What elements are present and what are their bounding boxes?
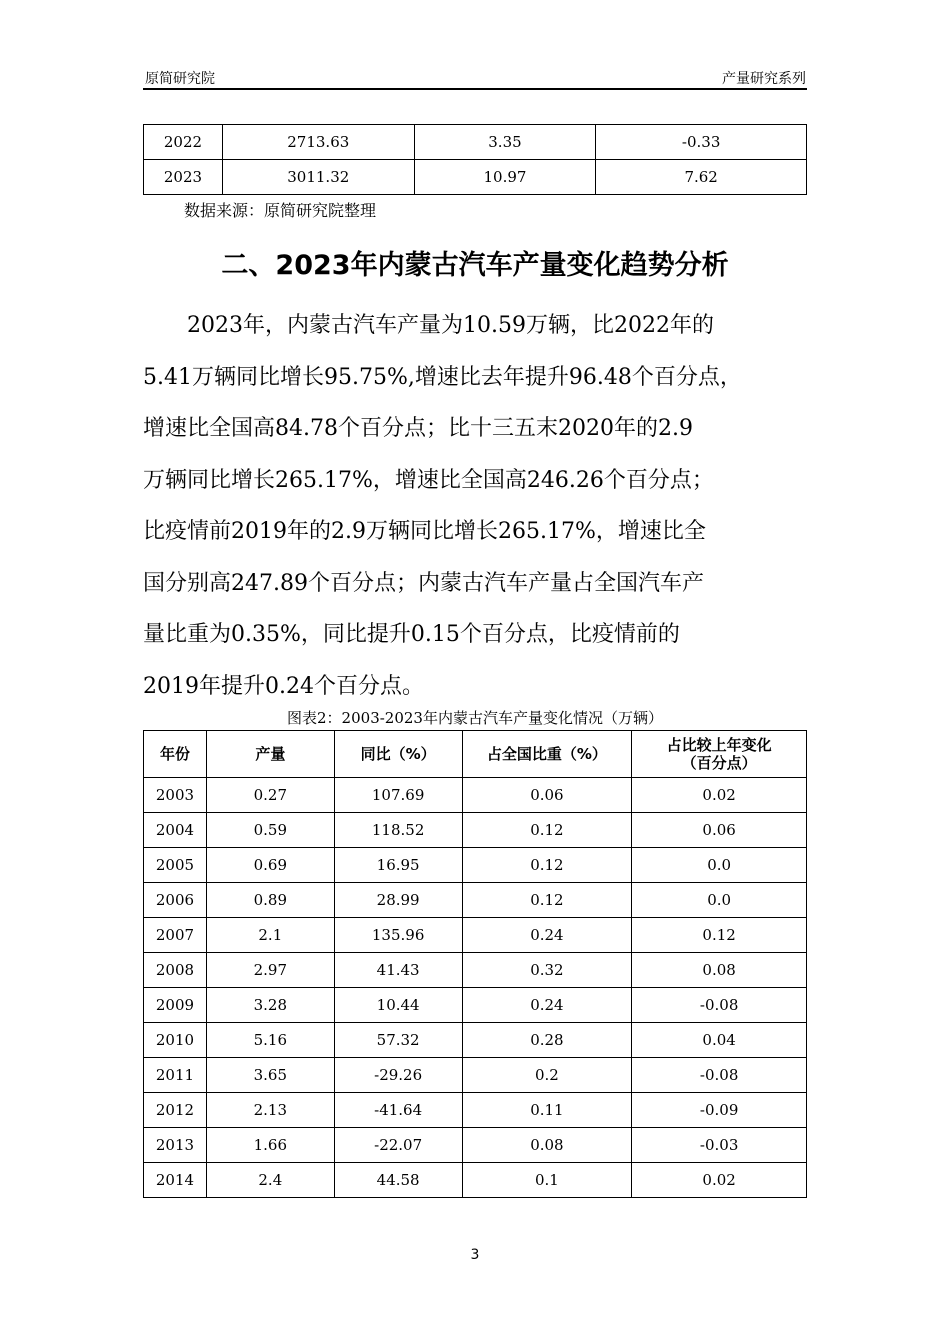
table-cell: 135.96 (334, 918, 462, 953)
table-cell: 2013 (144, 1128, 207, 1163)
table-cell: 2.97 (206, 953, 334, 988)
table-cell: 3.35 (414, 125, 596, 160)
paragraph-line: 5.41万辆同比增长95.75%,增速比去年提升96.48个百分点， (143, 364, 742, 390)
header-share: 占全国比重（%） (462, 731, 632, 778)
table-cell: 2713.63 (222, 125, 414, 160)
table-cell: 0.27 (206, 778, 334, 813)
paragraph-line: 增速比全国高84.78个百分点；比十三五末2020年的2.9 (143, 416, 693, 441)
table-cell: 2.1 (206, 918, 334, 953)
table-cell: 0.08 (462, 1128, 632, 1163)
section-title: 二、2023年内蒙古汽车产量变化趋势分析 (221, 250, 729, 281)
table-cell: -0.08 (632, 988, 807, 1023)
table-cell: 2009 (144, 988, 207, 1023)
table-cell: -0.03 (632, 1128, 807, 1163)
table-cell: 0.2 (462, 1058, 632, 1093)
header-share-change-line1: 占比较上年变化 (666, 736, 772, 754)
header-org-name: 原简研究院 (145, 71, 215, 87)
table-cell: 2007 (144, 918, 207, 953)
table-cell: 7.62 (596, 160, 807, 195)
table-cell: 2.13 (206, 1093, 334, 1128)
table-cell: 107.69 (334, 778, 462, 813)
table-cell: 0.24 (462, 918, 632, 953)
table-row (144, 918, 807, 953)
table-cell: 0.08 (632, 953, 807, 988)
table-cell: 0.12 (462, 848, 632, 883)
table-cell: 0.0 (632, 848, 807, 883)
table-cell: 0.0 (632, 883, 807, 918)
table-cell: -29.26 (334, 1058, 462, 1093)
paragraph-line: 2023年，内蒙古汽车产量为10.59万辆，比2022年的 (143, 313, 714, 338)
table-cell: 3011.32 (222, 160, 414, 195)
table-cell: 3.28 (206, 988, 334, 1023)
production-table-body (144, 778, 807, 1198)
table-cell: 2.4 (206, 1163, 334, 1198)
paragraph-line: 比疫情前2019年的2.9万辆同比增长265.17%，增速比全 (143, 519, 706, 544)
table-cell: 2023 (144, 160, 223, 195)
paragraph-line: 量比重为0.35%，同比提升0.15个百分点，比疫情前的 (143, 622, 680, 647)
table-row (144, 988, 807, 1023)
header-yoy: 同比（%） (334, 731, 462, 778)
paragraph-line: 2019年提升0.24个百分点。 (143, 673, 424, 699)
table-row (144, 160, 807, 195)
table-cell: 0.11 (462, 1093, 632, 1128)
header-divider (143, 88, 807, 90)
table-cell: -0.33 (596, 125, 807, 160)
table-header-row (144, 731, 807, 778)
table-cell: 2006 (144, 883, 207, 918)
paragraph-line: 万辆同比增长265.17%，增速比全国高246.26个百分点； (143, 467, 714, 493)
table-cell: 0.89 (206, 883, 334, 918)
table-cell: 2004 (144, 813, 207, 848)
table-row (144, 1058, 807, 1093)
table-row (144, 953, 807, 988)
table-cell: 0.04 (632, 1023, 807, 1058)
table-cell: 0.12 (462, 813, 632, 848)
table-top-continuation (143, 124, 807, 195)
table-cell: 1.66 (206, 1128, 334, 1163)
table-cell: 2008 (144, 953, 207, 988)
table-cell: 2005 (144, 848, 207, 883)
table-cell: 2010 (144, 1023, 207, 1058)
data-source-note: 数据来源：原简研究院整理 (184, 201, 377, 220)
table-row (144, 883, 807, 918)
table-row (144, 813, 807, 848)
table-cell: 0.28 (462, 1023, 632, 1058)
table-cell: 0.59 (206, 813, 334, 848)
paragraph-line: 国分别高247.89个百分点；内蒙古汽车产量占全国汽车产 (143, 570, 704, 596)
table-cell: 0.1 (462, 1163, 632, 1198)
production-table (143, 730, 807, 1198)
table-cell: -41.64 (334, 1093, 462, 1128)
table-cell: -0.09 (632, 1093, 807, 1128)
table-cell: 2012 (144, 1093, 207, 1128)
table-row (144, 1093, 807, 1128)
table-cell: 16.95 (334, 848, 462, 883)
table-cell: 5.16 (206, 1023, 334, 1058)
table-cell: -22.07 (334, 1128, 462, 1163)
table-row (144, 1023, 807, 1058)
table-row (144, 1128, 807, 1163)
table-cell: 0.12 (632, 918, 807, 953)
table-cell: 3.65 (206, 1058, 334, 1093)
table-cell: 0.06 (632, 813, 807, 848)
table-cell: 10.44 (334, 988, 462, 1023)
table-cell: 57.32 (334, 1023, 462, 1058)
table-cell: 2022 (144, 125, 223, 160)
table-cell: 0.02 (632, 1163, 807, 1198)
table-cell: 0.69 (206, 848, 334, 883)
header-share-change-line2: （百分点） (681, 754, 757, 772)
table-cell: 0.32 (462, 953, 632, 988)
table-cell: 28.99 (334, 883, 462, 918)
body-paragraph (143, 300, 809, 712)
table-row (144, 778, 807, 813)
table-cell: 2011 (144, 1058, 207, 1093)
table-cell: 0.12 (462, 883, 632, 918)
table-cell: 2014 (144, 1163, 207, 1198)
table-cell: 44.58 (334, 1163, 462, 1198)
table-row (144, 848, 807, 883)
header-year: 年份 (144, 731, 207, 778)
page-number: 3 (470, 1247, 480, 1263)
table-cell: 10.97 (414, 160, 596, 195)
table-row (144, 125, 807, 160)
table-cell: -0.08 (632, 1058, 807, 1093)
table-cell: 0.02 (632, 778, 807, 813)
table-row (144, 1163, 807, 1198)
table2-caption: 图表2：2003-2023年内蒙古汽车产量变化情况（万辆） (287, 709, 663, 727)
header-series-name: 产量研究系列 (722, 71, 806, 87)
table-cell: 0.06 (462, 778, 632, 813)
table-cell: 0.24 (462, 988, 632, 1023)
table-cell: 118.52 (334, 813, 462, 848)
table-cell: 2003 (144, 778, 207, 813)
header-output: 产量 (206, 731, 334, 778)
table-top-body (144, 125, 807, 195)
header-share-change (632, 731, 807, 778)
table-cell: 41.43 (334, 953, 462, 988)
